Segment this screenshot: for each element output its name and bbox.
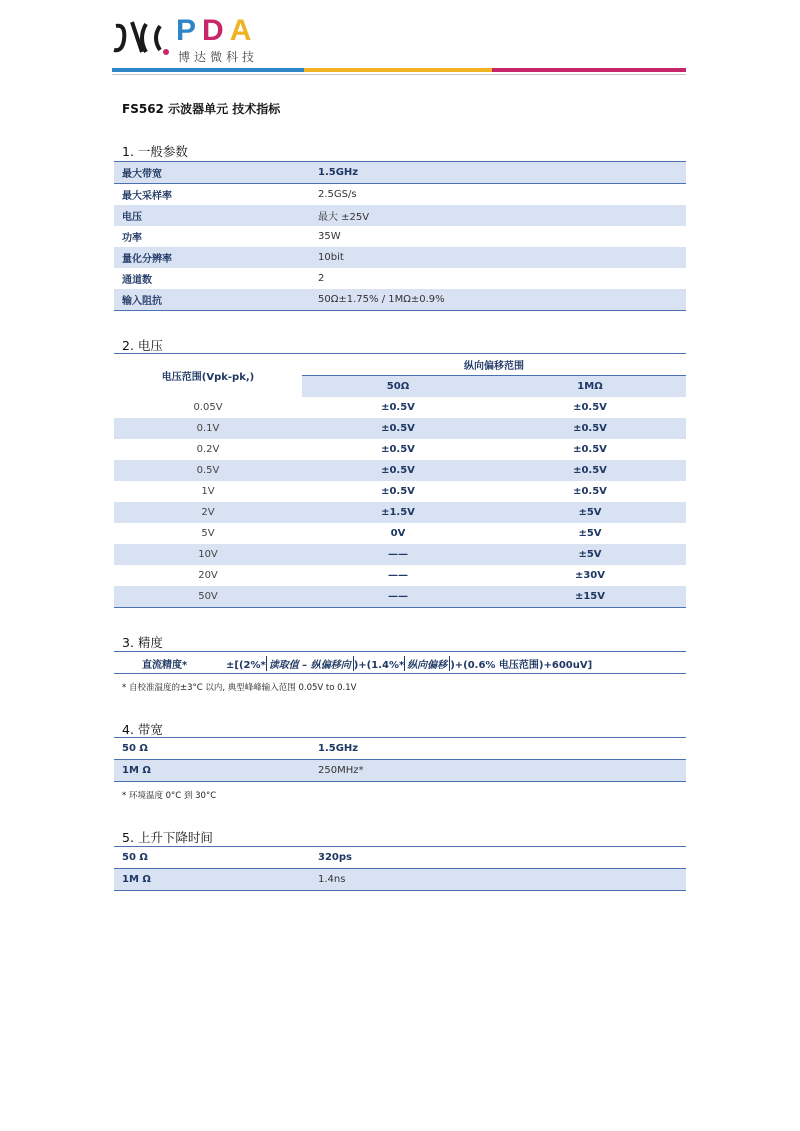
offset-1m-cell: ±0.5V	[494, 460, 686, 481]
range-cell: 10V	[114, 544, 302, 565]
impedance-label: 1M Ω	[114, 869, 310, 891]
section-3-title: 3. 精度	[122, 635, 163, 650]
offset-50-cell: ±0.5V	[381, 444, 415, 455]
range-cell: 2V	[114, 502, 302, 523]
table-row	[114, 268, 686, 289]
table-row	[114, 184, 686, 206]
table-row	[114, 481, 686, 502]
param-name: 最大带宽	[114, 162, 310, 184]
table-row	[114, 586, 686, 608]
dc-accuracy-row	[114, 651, 686, 674]
logo-chinese-name: 博达微科技	[178, 50, 259, 64]
section-4-title: 4. 带宽	[122, 722, 163, 737]
rise-time-value: 1.4ns	[310, 869, 686, 891]
range-cell: 0.2V	[196, 444, 220, 455]
section-5-title: 5. 上升下降时间	[122, 830, 213, 845]
offset-1m-cell: ±0.5V	[573, 444, 607, 455]
table-row	[114, 544, 686, 565]
formula-part: 读取值 – 纵偏移向	[268, 660, 351, 671]
header-bar-yellow	[304, 68, 492, 72]
voltage-table	[114, 353, 686, 608]
header-bar-magenta	[492, 68, 686, 72]
offset-50-cell: ——	[302, 544, 494, 565]
formula-part: )+(0.6% 电压范围)+600uV]	[450, 660, 593, 671]
offset-1m-cell: ±5V	[578, 528, 602, 539]
table-row	[114, 247, 686, 268]
range-cell: 20V	[198, 570, 218, 581]
offset-1m-cell: ±0.5V	[573, 486, 607, 497]
param-name: 通道数	[122, 275, 152, 286]
param-name: 电压	[114, 205, 310, 226]
document-title: FS562 示波器单元 技术指标	[122, 102, 281, 116]
param-value: 10bit	[310, 247, 686, 268]
dc-accuracy-formula	[226, 656, 592, 671]
offset-50-cell: ——	[302, 586, 494, 608]
bandwidth-footnote: * 环境温度 0°C 到 30°C	[122, 791, 217, 801]
offset-50-cell: ——	[388, 570, 408, 581]
company-logo	[112, 14, 292, 62]
offset-50-cell: ±0.5V	[302, 418, 494, 439]
formula-part: ±[(2%*	[226, 660, 266, 671]
table-row	[114, 523, 686, 544]
range-cell: 1V	[201, 486, 215, 497]
param-value: 2.5GS/s	[318, 189, 357, 200]
offset-1m-cell: ±0.5V	[573, 402, 607, 413]
formula-part: )+(1.4%*	[353, 660, 405, 671]
header-bar-blue	[112, 68, 304, 72]
offset-50-cell: ±0.5V	[381, 402, 415, 413]
table-row	[114, 869, 686, 891]
offset-50-cell: ±1.5V	[302, 502, 494, 523]
logo-text: PDA	[176, 14, 258, 47]
range-cell: 0.5V	[114, 460, 302, 481]
offset-1m-cell: ±30V	[574, 570, 606, 581]
param-name: 输入阻抗	[114, 289, 310, 311]
range-cell: 0.05V	[193, 402, 223, 413]
range-cell: 5V	[201, 528, 215, 539]
table-row	[114, 397, 686, 418]
param-name: 量化分辨率	[114, 247, 310, 268]
offset-50-cell: 0V	[390, 528, 406, 539]
param-name: 功率	[122, 233, 142, 244]
bandwidth-table	[114, 737, 686, 782]
rise-time-value: 320ps	[310, 847, 686, 869]
offset-1m-cell: ±15V	[494, 586, 686, 608]
header-divider	[112, 74, 686, 75]
offset-1m-cell: ±5V	[494, 544, 686, 565]
general-params-table	[114, 161, 686, 311]
offset-1m-cell: ±0.5V	[494, 418, 686, 439]
table-row	[114, 226, 686, 247]
param-value: 50Ω±1.75% / 1MΩ±0.9%	[310, 289, 686, 311]
bandwidth-value: 1.5GHz	[310, 738, 686, 760]
offset-header: 纵向偏移范围	[302, 354, 686, 376]
bandwidth-value: 250MHz*	[310, 760, 686, 782]
table-row	[114, 289, 686, 311]
range-cell: 0.1V	[114, 418, 302, 439]
logo-mark-icon	[112, 18, 172, 58]
param-value: 35W	[318, 231, 341, 242]
rise-fall-table	[114, 846, 686, 891]
impedance-label: 50 Ω	[114, 847, 310, 869]
section-1-title: 1. 一般参数	[122, 144, 188, 159]
section-2-title: 2. 电压	[122, 338, 163, 353]
offset-50-cell: ±0.5V	[302, 460, 494, 481]
param-value: 2	[318, 273, 325, 284]
range-header: 电压范围(Vpk-pk,)	[114, 354, 302, 398]
dc-accuracy-label: 直流精度*	[142, 660, 188, 671]
formula-part: 纵向偏移	[407, 660, 448, 671]
col-1mohm-header: 1MΩ	[494, 376, 686, 398]
table-row	[114, 205, 686, 226]
table-row	[114, 162, 686, 184]
range-cell: 50V	[114, 586, 302, 608]
col-50ohm-header: 50Ω	[302, 376, 494, 398]
impedance-label: 1M Ω	[114, 760, 310, 782]
offset-50-cell: ±0.5V	[381, 486, 415, 497]
table-row	[114, 738, 686, 760]
table-row	[114, 760, 686, 782]
table-header-row	[114, 354, 686, 376]
impedance-label: 50 Ω	[114, 738, 310, 760]
table-row	[114, 418, 686, 439]
param-value: 1.5GHz	[310, 162, 686, 184]
table-row	[114, 565, 686, 586]
table-row	[114, 439, 686, 460]
param-name: 最大采样率	[122, 191, 172, 202]
offset-1m-cell: ±5V	[494, 502, 686, 523]
table-row	[114, 460, 686, 481]
accuracy-footnote: * 自校准温度的±3°C 以内, 典型峰峰输入范围 0.05V to 0.1V	[122, 683, 357, 693]
table-row	[114, 502, 686, 523]
table-row	[114, 847, 686, 869]
param-value: 最大 ±25V	[310, 205, 686, 226]
